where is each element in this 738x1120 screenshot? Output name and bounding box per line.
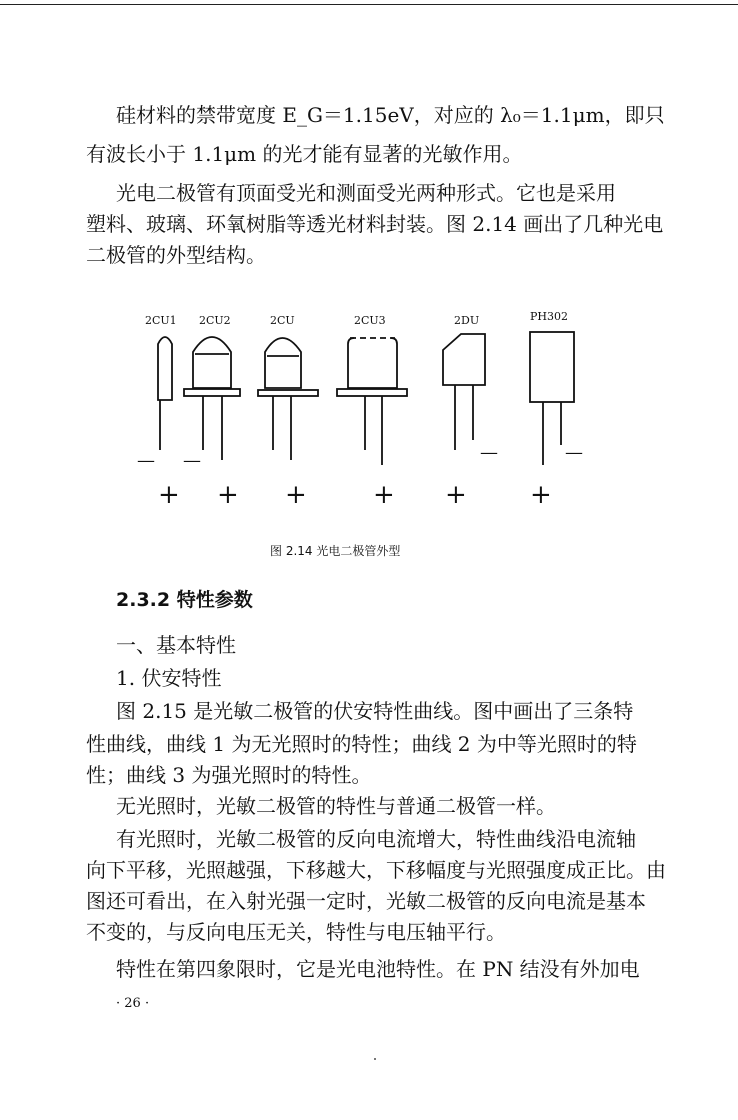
plus-2du: +	[445, 480, 467, 510]
paragraph-line-3: 光电二极管有顶面受光和测面受光两种形式。它也是采用	[116, 181, 616, 205]
top-rule	[0, 4, 738, 5]
body-line-4: 无光照时，光敏二极管的特性与普通二极管一样。	[116, 794, 556, 818]
label-ph302: PH302	[530, 310, 568, 323]
diode-2cu2-flange	[184, 389, 240, 396]
minus-2cu1: —	[137, 450, 155, 471]
plus-2cu: +	[285, 480, 307, 510]
diode-2cu3-flange	[337, 389, 407, 396]
subheading: 一、基本特性	[116, 633, 236, 657]
diode-2cu-body	[265, 338, 301, 388]
paragraph-line-2: 有波长小于 1.1μm 的光才能有显著的光敏作用。	[86, 142, 523, 166]
paragraph-line-4: 塑料、玻璃、环氧树脂等透光材料封装。图 2.14 画出了几种光电	[86, 212, 664, 236]
minus-ph302: —	[565, 442, 583, 463]
body-line-8: 不变的，与反向电压无关，特性与电压轴平行。	[86, 920, 506, 944]
plus-2cu2: +	[217, 480, 239, 510]
body-line-6: 向下平移，光照越强，下移越大，下移幅度与光照强度成正比。由	[86, 858, 666, 882]
label-2du: 2DU	[454, 314, 480, 327]
section-heading: 2.3.2 特性参数	[116, 589, 253, 611]
minus-2du: —	[480, 442, 498, 463]
diode-2du-body	[443, 334, 485, 385]
paragraph-line-5: 二极管的外型结构。	[86, 243, 266, 267]
plus-2cu3: +	[373, 480, 395, 510]
body-line-2: 性曲线，曲线 1 为无光照时的特性；曲线 2 为中等光照时的特	[86, 732, 637, 756]
diode-ph302-body	[530, 332, 574, 402]
diode-2cu-flange	[258, 390, 318, 396]
plus-2cu1: +	[158, 480, 180, 510]
photodiode-outline-figure	[125, 300, 625, 520]
body-line-3: 性；曲线 3 为强光照时的特性。	[86, 763, 372, 787]
body-line-5: 有光照时，光敏二极管的反向电流增大，特性曲线沿电流轴	[116, 827, 636, 851]
body-line-1: 图 2.15 是光敏二极管的伏安特性曲线。图中画出了三条特	[116, 699, 634, 723]
diode-2cu3-body	[348, 338, 397, 388]
label-2cu: 2CU	[270, 314, 295, 327]
paragraph-line-1: 硅材料的禁带宽度 E_G＝1.15eV，对应的 λ₀＝1.1μm，即只	[116, 103, 665, 127]
plus-ph302: +	[530, 480, 552, 510]
page-number: · 26 ·	[116, 996, 150, 1011]
scan-speck	[374, 1058, 376, 1060]
label-2cu3: 2CU3	[354, 314, 386, 327]
label-2cu2: 2CU2	[199, 314, 231, 327]
minus-2cu2: —	[183, 450, 201, 471]
diode-2cu1-body	[158, 337, 172, 400]
body-line-7: 图还可看出，在入射光强一定时，光敏二极管的反向电流是基本	[86, 889, 646, 913]
body-line-9: 特性在第四象限时，它是光电池特性。在 PN 结没有外加电	[116, 957, 640, 981]
label-2cu1: 2CU1	[145, 314, 177, 327]
diode-2cu2-body	[193, 337, 231, 388]
item-heading: 1. 伏安特性	[116, 666, 222, 690]
figure-caption: 图 2.14 光电二极管外型	[270, 544, 401, 558]
